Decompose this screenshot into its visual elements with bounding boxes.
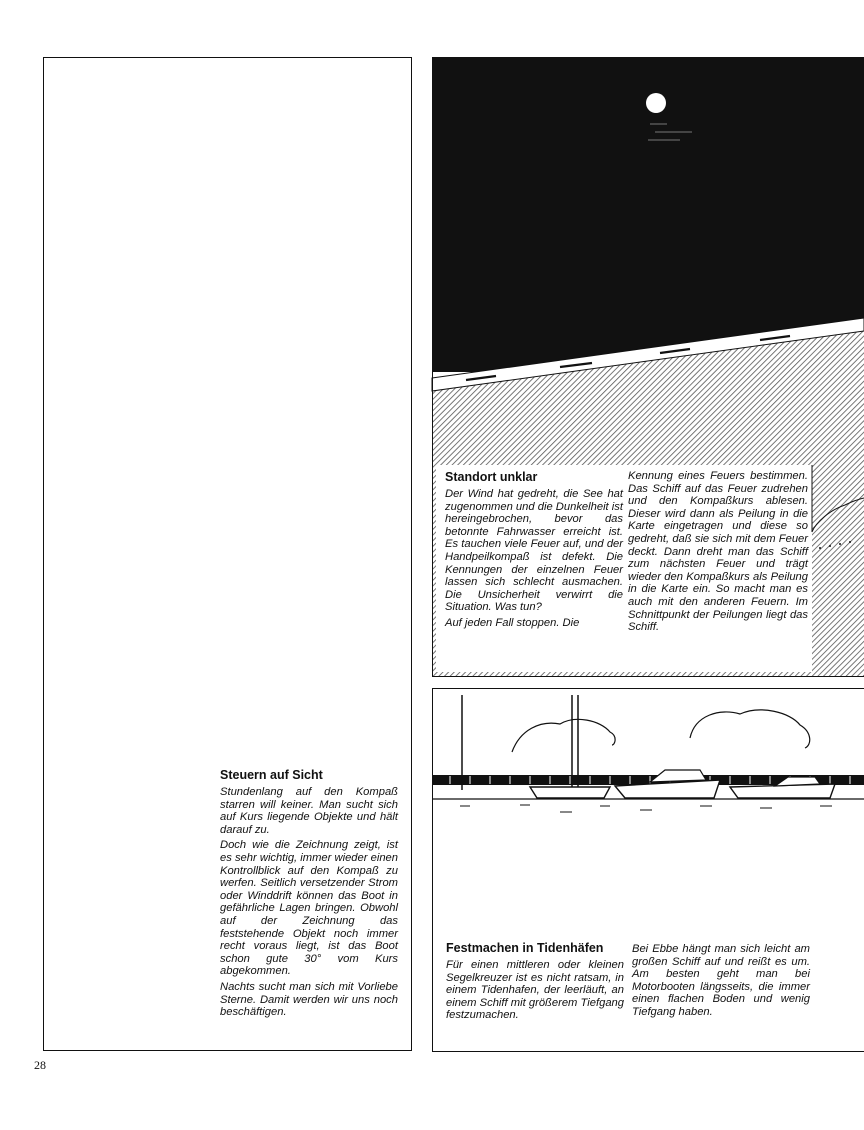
- steuern-paragraph-3: Nachts sucht man sich mit Vorliebe Sterne. Damit werden wir uns noch beschäftigen.: [220, 980, 398, 1019]
- steuern-paragraph-2: Doch wie die Zeichnung zeigt, ist es sehr wichtig, immer wieder einen Kontrollblick auf den Kompaß zu werfen. Seitlich versetzender Strom oder Winddrift können das Boot in gefährliche Lagen bringen. Obwohl auf der Zeichnung das feststehende Objekt noch immer recht voraus liegt, ist das Boot schon gute 30° vom Kurs abgekommen.: [220, 839, 398, 978]
- festmachen-text-left: [446, 941, 624, 1022]
- standort-paragraph-2: Auf jeden Fall stoppen. Die: [445, 616, 580, 629]
- standort-paragraph-1: Der Wind hat gedreht, die See hat zugenommen und die Dunkelheit ist hereingebrochen, bevor das betonnte Fahrwasser erreicht ist. Es tauchen viele Feuer auf, und der Handpeilkompaß ist defekt. Die Kennungen der einzelnen Feuer lassen sich schlecht ausmachen. Die Unsicherheit verwirrt die Situation. Was tun?: [445, 488, 623, 614]
- festmachen-paragraph-1: Für einen mittleren oder kleinen Segelkreuzer ist es nicht ratsam, in einem Tidenhafen, der leerläuft, an einem Schiff mit größerem Tiefgang festzumachen.: [446, 959, 624, 1022]
- page-number: 28: [34, 1058, 46, 1072]
- standort-text-left: [445, 470, 623, 630]
- standort-paragraph-3: Kennung eines Feuers bestimmen. Das Schiff auf das Feuer zudrehen und den Kompaßkurs ablesen. Dieser wird dann als Peilung in die Karte eingetragen und diese so gedreht, daß sie sich mit dem Feuer deckt. Dann dreht man das Schiff zum nächsten Feuer und trägt wieder den Kompaßkurs als Peilung in die Karte ein. So macht man es auch mit den anderen Feuern. Im Schnittpunkt der Peilungen liegt das Schiff.: [628, 470, 808, 634]
- festmachen-paragraph-2: Bei Ebbe hängt man sich leicht am großen Schiff auf und reißt es um. Am besten geht man bei Motorbooten längsseits, die immer einen flachen Boden und wenig Tiefgang haben.: [632, 943, 810, 1018]
- festmachen-title: Festmachen in Tidenhäfen: [446, 941, 604, 955]
- festmachen-text-right: [632, 943, 810, 1019]
- standort-title: Standort unklar: [445, 470, 538, 484]
- steuern-text: [220, 768, 398, 1019]
- steuern-paragraph-1: Stundenlang auf den Kompaß starren will keiner. Man sucht sich auf Kurs liegende Objekte und hält darauf zu.: [220, 786, 398, 836]
- standort-text-right: [628, 470, 808, 634]
- steuern-title: Steuern auf Sicht: [220, 768, 323, 782]
